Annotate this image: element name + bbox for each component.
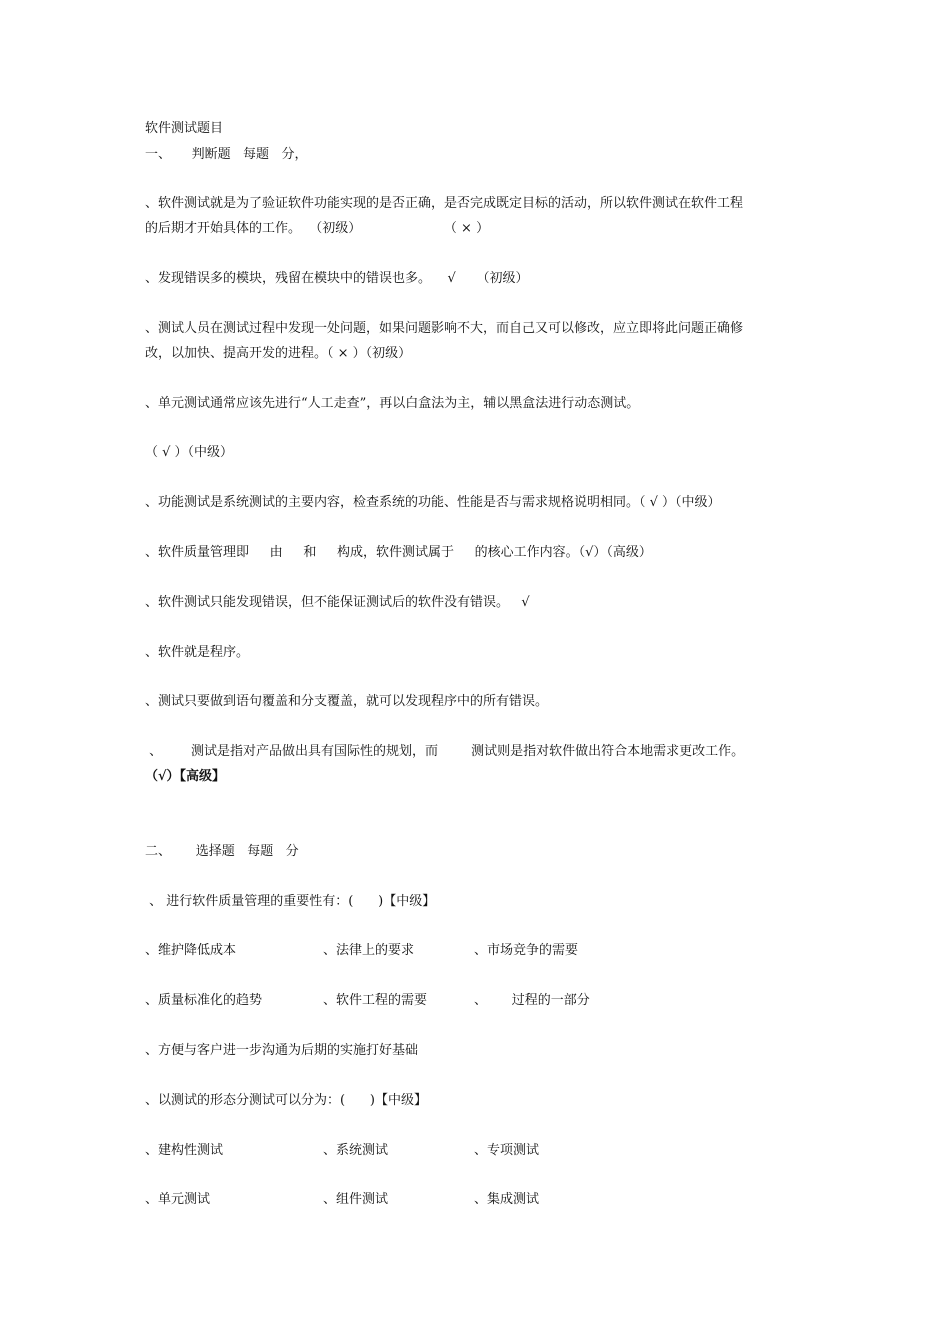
question-text: 、发现错误多的模块，残留在模块中的错误也多。 √ （初级）	[145, 271, 529, 286]
question-text: 、 进行软件质量管理的重要性有：( )【中级】	[145, 894, 436, 909]
option-text: 、组件测试	[323, 1192, 389, 1207]
section2-heading: 二、 选择题 每题 分	[145, 844, 299, 859]
question-text: 、软件就是程序。	[145, 645, 250, 660]
question-text: 改，以加快、提高开发的进程。（ × ）（初级）	[145, 346, 412, 361]
option-text: 、方便与客户进一步沟通为后期的实施打好基础	[145, 1043, 419, 1058]
section1-heading: 一、 判断题 每题 分，	[145, 147, 308, 162]
question-text: 、软件质量管理即 由 和 构成，软件测试属于 的核心工作内容。（√）（高级）	[145, 545, 652, 560]
question-text: 、测试只要做到语句覆盖和分支覆盖，就可以发现程序中的所有错误。	[145, 694, 549, 709]
question-text: 、以测试的形态分测试可以分为：( )【中级】	[145, 1093, 427, 1108]
question-text: （ √ ）（中级）	[145, 445, 234, 460]
option-text: 、市场竞争的需要	[474, 943, 579, 958]
document-title: 软件测试题目	[145, 121, 224, 136]
question-text: 的后期才开始具体的工作。 （初级） （ × ）	[145, 221, 490, 236]
option-text: 、 过程的一部分	[474, 993, 590, 1008]
option-text: 、系统测试	[323, 1143, 389, 1158]
question-text: 、软件测试就是为了验证软件功能实现的是否正确，是否完成既定目标的活动，所以软件测试在软件工程	[145, 196, 744, 211]
option-text: 、质量标准化的趋势	[145, 993, 263, 1008]
option-text: 、法律上的要求	[323, 943, 415, 958]
option-text: 、集成测试	[474, 1192, 540, 1207]
question-text: 、测试人员在测试过程中发现一处问题，如果问题影响不大，而自己又可以修改，应立即将此问题正确修	[145, 321, 744, 336]
question-text: 、单元测试通常应该先进行“人工走查”，再以白盒法为主，辅以黑盒法进行动态测试。	[145, 396, 640, 411]
question-text: （√）【高级】	[145, 769, 226, 784]
question-text: 、软件测试只能发现错误，但不能保证测试后的软件没有错误。 √	[145, 595, 530, 610]
question-text: 、功能测试是系统测试的主要内容，检查系统的功能、性能是否与需求规格说明相同。（ √ ）（中级）	[145, 495, 721, 510]
option-text: 、建构性测试	[145, 1143, 224, 1158]
option-text: 、维护降低成本	[145, 943, 237, 958]
option-text: 、软件工程的需要	[323, 993, 428, 1008]
option-text: 、专项测试	[474, 1143, 540, 1158]
option-text: 、单元测试	[145, 1192, 211, 1207]
question-text: 、 测试是指对产品做出具有国际性的规划，而 测试则是指对软件做出符合本地需求更改工作。	[145, 744, 745, 759]
